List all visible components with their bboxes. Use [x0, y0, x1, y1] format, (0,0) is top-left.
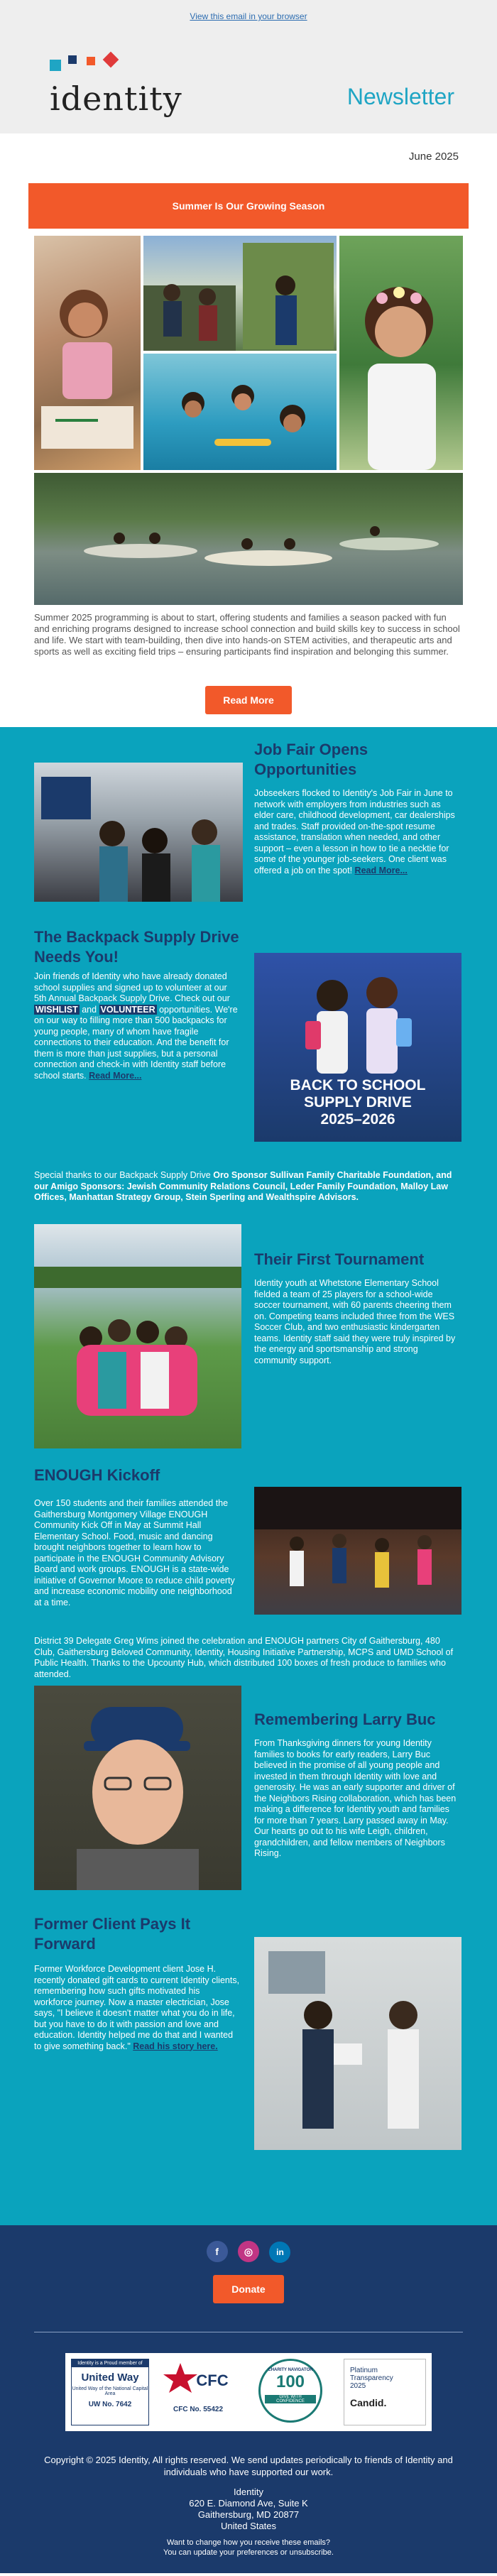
job-fair-read-more-link[interactable]: Read More...: [354, 865, 408, 875]
cfc-title: CFC: [196, 2372, 229, 2389]
photo-pool-kids: [143, 354, 337, 470]
backpack-heading: The Backpack Supply Drive Needs You!: [34, 928, 239, 966]
united-way-sub: United Way of the National Capital Area: [72, 2386, 148, 2396]
cfc-number: CFC No. 55422: [173, 2406, 224, 2413]
canoes-river-illustration: [34, 473, 463, 605]
backpack-body: [34, 971, 240, 1081]
teal-stories-section: [0, 727, 497, 2225]
former-client-photo: [254, 1937, 462, 2150]
sponsor-thanks: [34, 1170, 463, 1204]
prefs-line-2[interactable]: You can update your preferences or unsubscribe.: [163, 2548, 334, 2557]
backpack-poster: [254, 953, 462, 1142]
enough-body-full: District 39 Delegate Greg Wims joined the celebration and ENOUGH partners City of Gaithersburg, 480 Club, Gaithersburg Beloved Community, Identity, Housing Initiative Partnership, MCPS and UMD School of Public Health. Thanks to the Upcounty Hub, which distributed 100 boxes of fresh produce to families who attended.: [34, 1636, 454, 1679]
charity-navigator-badge[interactable]: [251, 2359, 329, 2425]
photo-canoes-river: [34, 473, 463, 605]
larry-buc-portrait-illustration: [34, 1686, 241, 1890]
address-line-2: 620 E. Diamond Ave, Suite K: [189, 2498, 308, 2509]
backpack-text-3: opportunities. We're on our way to filling more than 500 backpacks for young people, many of whom have fragile connections to their education. And the benefit for them is more than just supplies, but a personal connection and check-in with Identity staff before school starts.: [34, 1004, 238, 1081]
prefs-line-1: Want to change how you receive these emails?: [166, 2538, 331, 2547]
volunteer-link[interactable]: VOLUNTEER: [100, 1004, 155, 1015]
sponsor-names: Oro Sponsor Sullivan Family Charitable Foundation, and our Amigo Sponsors: Jewish Community Relations Council, Leder Family Foundation, Malloy Law Offices, Manhattan Strategy Group, Stein Sperling and Wealthspire Advisors.: [34, 1170, 452, 1202]
larry-buc-photo: [34, 1686, 241, 1890]
tournament-heading: Their First Tournament: [254, 1250, 425, 1268]
former-client-body: [34, 1964, 240, 2052]
tournament-huddle-illustration: [34, 1224, 241, 1448]
former-client-heading: Former Client Pays It Forward: [34, 1915, 191, 1953]
poster-line-2: SUPPLY DRIVE: [304, 1094, 412, 1110]
instagram-icon[interactable]: ◎: [238, 2241, 259, 2262]
linkedin-icon[interactable]: in: [269, 2242, 290, 2263]
poster-line-1: BACK TO SCHOOL: [290, 1077, 426, 1093]
read-more-button[interactable]: Read More: [205, 686, 292, 714]
job-fair-body: [254, 788, 460, 876]
logo-square-navy: [68, 55, 77, 64]
enough-dancing-illustration: [254, 1487, 462, 1615]
logo-square-teal: [50, 60, 61, 71]
united-way-name: United Way: [81, 2372, 139, 2384]
candid-name: Candid.: [350, 2397, 387, 2408]
tournament-body: Identity youth at Whetstone Elementary School fielded a team of 25 players for a school-wide soccer tournament, with 60 parents cheering them on. Competing teams included three from the WES Soccer Club, and two enthusiastic kindergarten teams. Identity staff said they were truly inspired by the energy and sportsmanship and strong community support.: [254, 1278, 456, 1365]
group-outdoors-illustration: [143, 236, 337, 351]
backpack-text-2: and: [79, 1004, 99, 1015]
photo-girl-writing: [34, 236, 141, 470]
summer-banner: Summer Is Our Growing Season: [28, 183, 469, 229]
sponsor-thanks-lead: Special thanks to our Backpack Supply Drive: [34, 1170, 214, 1180]
charity-nav-circle: [258, 2359, 322, 2423]
photo-girl-flower-crown: [339, 236, 463, 470]
view-in-browser-link[interactable]: View this email in your browser: [190, 11, 307, 21]
job-fair-heading: Job Fair Opens Opportunities: [254, 741, 368, 778]
top-bar: [0, 0, 497, 41]
job-fair-text: Jobseekers flocked to Identity's Job Fair in June to network with employers from industries such as elder care, childhood development, car dealerships and trades. Staff provided on-the-spot resume assistance, translation when needed, and other support – even a lesson in how to tie a necktie for some of the younger job-seekers. One client was offered a job on the spot!: [254, 788, 455, 875]
job-fair-illustration: [34, 763, 243, 902]
address-line-3: Gaithersburg, MD 20877: [197, 2509, 300, 2520]
header: [0, 41, 497, 133]
backpack-kids-illustration: [254, 953, 462, 1074]
girl-writing-illustration: [34, 236, 141, 470]
former-client-text: Former Workforce Development client Jose H. recently donated gift cards to current Identity clients, remembering how such gifts motivated his workforce journey. Now a master electrician, Jose says, "I believe it doesn't matter what you do in life, but you have to do it with passion and love and education. Identity helped me do that and I wanted to give something back.": [34, 1964, 240, 2051]
united-way-badge[interactable]: [71, 2359, 149, 2425]
identity-logo[interactable]: [43, 54, 185, 118]
logo-square-orange: [87, 57, 95, 65]
pool-kids-illustration: [143, 354, 337, 470]
tournament-photo: [34, 1224, 241, 1448]
address-line-4: United States: [220, 2521, 277, 2531]
newsletter-title: Newsletter: [346, 84, 454, 109]
footer: [0, 2225, 497, 2573]
poster-line-3: 2025–2026: [320, 1111, 395, 1128]
mailing-address: [0, 2487, 497, 2532]
candid-line-1: Platinum: [350, 2367, 378, 2374]
job-fair-photo: [34, 763, 243, 902]
social-links: [0, 2241, 497, 2263]
charity-nav-score: 100: [275, 2372, 305, 2391]
email-preferences: [0, 2538, 497, 2558]
former-client-ceremony-illustration: [254, 1937, 462, 2150]
summer-photo-collage: [34, 236, 463, 605]
backpack-text-1: Join friends of Identity who have already donated school supplies and signed up to volunteer at our 5th Annual Backpack Supply Drive. Check out our: [34, 971, 230, 1003]
issue-date: June 2025: [408, 151, 459, 163]
affiliation-badges: [65, 2353, 432, 2431]
girl-flower-crown-illustration: [339, 236, 463, 470]
logo-diamond-red: [103, 52, 119, 68]
copyright: Copyright © 2025 Identity, All rights reserved. We send updates periodically to friends of Identity and individuals who have supported our work.: [44, 2455, 453, 2477]
enough-body: Over 150 students and their families attended the Gaithersburg Montgomery Village ENOUGH Community Kick Off in May at Summit Hall Elementary School. Food, music and dancing brought neighbors together to learn how to participate in the ENOUGH Community Advisory Board and work groups. ENOUGH is a state-wide initiative of Governor Moore to reduce child poverty and increase economic mobility one neighborhood at a time.: [34, 1498, 235, 1608]
larry-buc-body: From Thanksgiving dinners for young Identity families to books for early readers, Larry Buc believed in the promise of all young people and invested in them through Identity with love and generosity. He was an early supporter and driver of the Neighbors Rising collaboration, which has been making a difference for Identity youth and families for more than 7 years. Larry passed away in May. Our hearts go out to his wife Leigh, children, grandchildren, and fellow members of Neighbors Rising.: [254, 1738, 457, 1858]
candid-line-3: 2025: [350, 2382, 366, 2390]
enough-heading: ENOUGH Kickoff: [34, 1466, 160, 1484]
candid-badge[interactable]: [344, 2359, 426, 2425]
united-way-top: Identity is a Proud member of: [72, 2359, 148, 2367]
donate-button[interactable]: Donate: [213, 2275, 284, 2303]
candid-line-2: Transparency: [350, 2374, 393, 2382]
backpack-read-more-link[interactable]: Read More...: [89, 1070, 142, 1081]
wishlist-link[interactable]: WISHLIST: [36, 1004, 78, 1015]
intro-read-more-wrap: [0, 677, 497, 727]
former-client-story-link[interactable]: Read his story here.: [133, 2041, 218, 2051]
charity-nav-sub: GIVE WITH CONFIDENCE: [265, 2395, 316, 2403]
facebook-icon[interactable]: f: [207, 2241, 228, 2262]
logo-text: identity: [50, 80, 182, 118]
intro-text: Summer 2025 programming is about to start, offering students and families a season packed with fun and enriching programs designed to increase school connection and build skills key to success in school and life. We start with team-building, then dive into hands-on STEM activities, and therapeutic arts and sports as well as exciting field trips – ensuring participants find inspiration and belonging this summer.: [34, 612, 460, 657]
larry-buc-heading: Remembering Larry Buc: [254, 1710, 436, 1728]
charity-nav-title: CHARITY NAVIGATOR: [268, 2368, 313, 2372]
address-line-1: Identity: [234, 2487, 263, 2497]
united-way-number: UW No. 7642: [88, 2401, 132, 2408]
enough-photo: [254, 1487, 462, 1615]
cfc-badge[interactable]: [159, 2359, 237, 2425]
photo-group-outdoors: [143, 236, 337, 351]
